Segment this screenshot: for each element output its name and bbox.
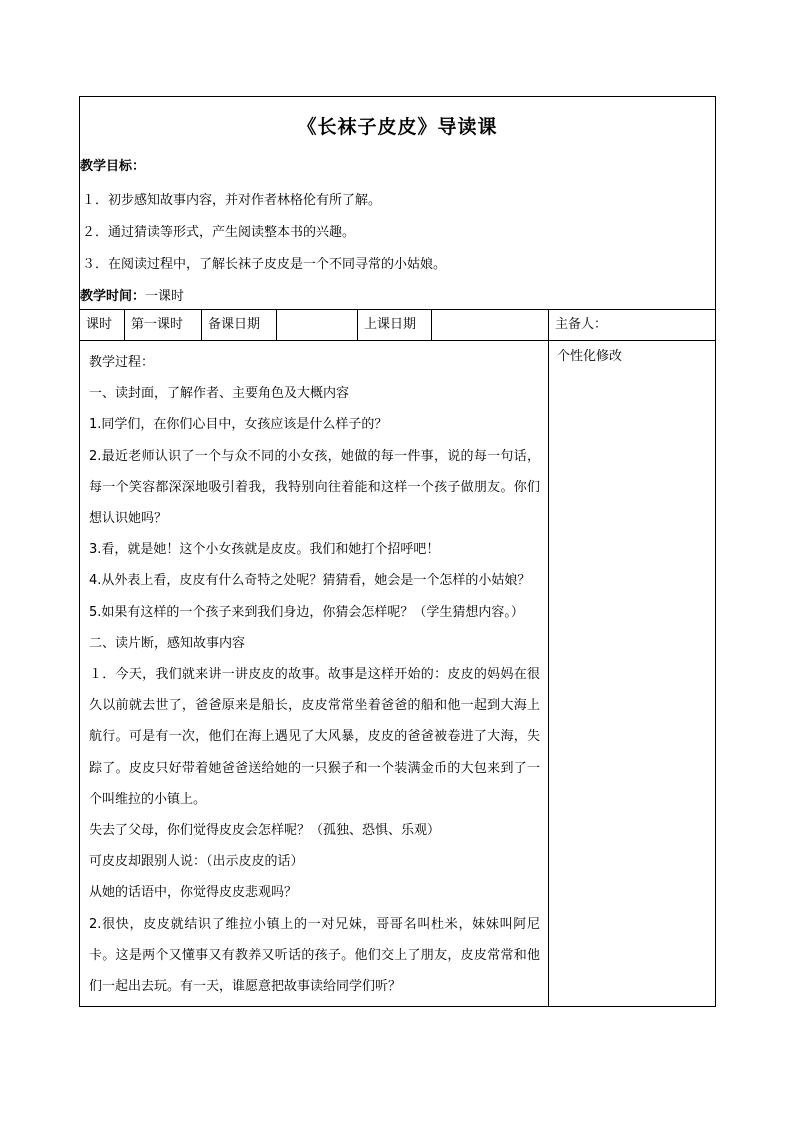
preparer-label: 主备人： <box>549 310 716 341</box>
objectives-label: 教学目标： <box>80 159 146 174</box>
process-paragraph: １．今天，我们就来讲一讲皮皮的故事。故事是这样开始的：皮皮的妈妈在很久以前就去世了，爸爸原来是船长，皮皮常常坐着爸爸的船和他一起到大海上航行。可是有一次，他们在海上遇见了大风暴，皮皮的爸爸被卷进了大海，失踪了。皮皮只好带着她爸爸送给她的一只猴子和一个装满金币的大包来到了一个叫维拉的小镇上。 <box>89 667 540 807</box>
teaching-time <box>80 285 715 309</box>
page-title: 《长袜子皮皮》导读课 <box>297 116 498 138</box>
objective-item: １．初步感知故事内容，并对作者林格伦有所了解。 <box>82 193 382 208</box>
process-paragraph: 5.如果有这样的一个孩子来到我们身边，你猜会怎样呢？（学生猜想内容。） <box>89 604 524 620</box>
process-paragraph: 2.最近老师认识了一个与众不同的小女孩，她做的每一件事，说的每一句话，每一个笑容都深深地吸引着我，我特别向往着能和这样一个孩子做朋友。你们想认识她吗？ <box>89 448 540 527</box>
info-row <box>80 310 716 341</box>
section-heading: 一、读封面，了解作者、主要角色及大概内容 <box>89 386 350 402</box>
lesson-plan-page <box>79 96 715 1007</box>
period-value: 第一课时 <box>125 310 202 341</box>
period-label: 课时 <box>80 310 125 341</box>
objective-item: ３．在阅读过程中，了解长袜子皮皮是一个不同寻常的小姑娘。 <box>82 257 447 272</box>
personalized-notes-cell <box>549 341 716 1007</box>
prep-date-value <box>277 310 358 341</box>
class-date-value <box>432 310 549 341</box>
teaching-process-cell <box>80 341 549 1007</box>
objective-item: ２．通过猜读等形式，产生阅读整本书的兴趣。 <box>82 225 356 240</box>
header-cell <box>80 97 716 310</box>
prep-date-label: 备课日期 <box>202 310 277 341</box>
process-paragraph: 3.看，就是她！这个小女孩就是皮皮。我们和她打个招呼吧！ <box>89 542 440 558</box>
section-heading: 二、读片断，感知故事内容 <box>89 635 246 651</box>
process-paragraph: 从她的话语中，你觉得皮皮悲观吗？ <box>89 885 298 901</box>
side-note-label: 个性化修改 <box>557 349 623 364</box>
class-date-label: 上课日期 <box>358 310 432 341</box>
process-paragraph: 失去了父母，你们觉得皮皮会怎样呢？（孤独、恐惧、乐观） <box>89 823 441 839</box>
process-paragraph: 2.很快，皮皮就结识了维拉小镇上的一对兄妹，哥哥名叫杜米，妹妹叫阿尼卡。这是两个又懂事又有教养又听话的孩子。他们交上了朋友，皮皮常常和他们一起出去玩。有一天，谁愿意把故事读给同学们听？ <box>89 916 540 995</box>
teaching-time-value: 一课时 <box>145 289 185 304</box>
process-heading: 教学过程： <box>89 355 155 370</box>
lesson-plan-table <box>79 96 716 1007</box>
process-paragraph: 4.从外表上看，皮皮有什么奇特之处呢？猜猜看，她会是一个怎样的小姑娘？ <box>89 573 531 589</box>
teaching-time-label: 教学时间： <box>80 289 146 304</box>
process-paragraph: 1.同学们，在你们心目中，女孩应该是什么样子的？ <box>89 417 388 433</box>
process-paragraph: 可皮皮却跟别人说：（出示皮皮的话） <box>89 854 304 870</box>
